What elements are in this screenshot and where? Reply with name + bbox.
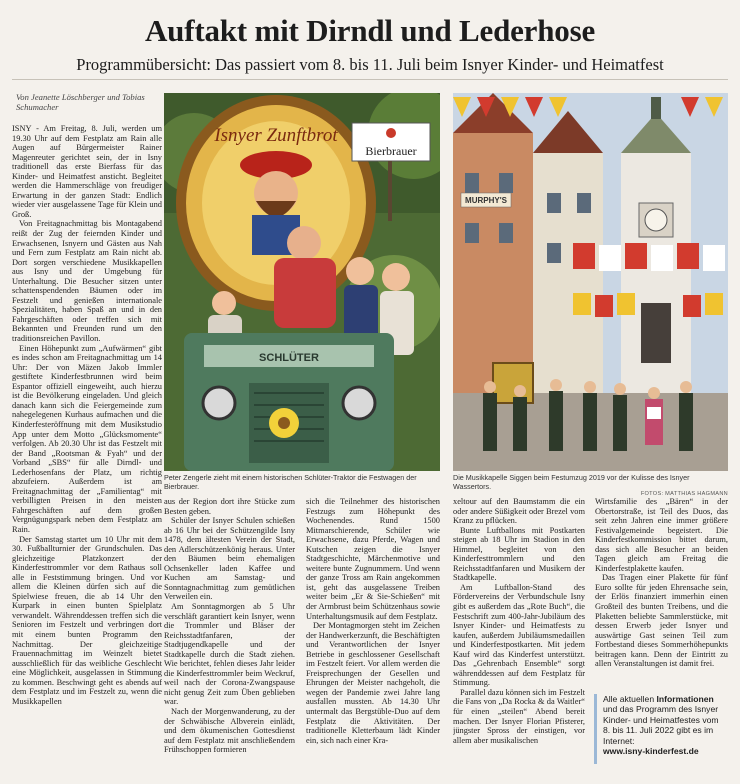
photo-caption-2 xyxy=(453,474,728,499)
paragraph: xeltour auf den Baumstamm die ein oder andere Süßigkeit oder Brezel vom Kranz zu pflücken. xyxy=(453,497,585,526)
photo-caption-1: Peter Zengerle zieht mit einem historischen Schlüter-Traktor die Festwagen der Bierbrauer. xyxy=(164,473,417,491)
divider xyxy=(12,79,728,80)
info-box xyxy=(594,694,728,764)
info-text: Alle aktuellen xyxy=(603,694,657,704)
article-column-4 xyxy=(453,497,585,784)
info-bold: Informationen xyxy=(656,694,714,704)
paragraph: Am Sonntagmorgen ab 5 Uhr verschläft garantiert kein Isnyer, wenn die Trommler und Bläser der Reichsstadtfanfaren, der Stadtjugendkapelle und der Stadtkapelle durch die Stadt ziehen. Wie berichtet, fehlen dieses Jahr leider die Kinderfesttrommler beim Weckruf, weil nach der Corona-Zwangspause nicht genug Zeit zum Üben geblieben war. xyxy=(164,602,295,707)
sign-text: Isnyer Zunftbrot xyxy=(214,125,338,146)
subtitle: Programmübersicht: Das passiert vom 8. bis 11. Juli beim Isnyer Kinder- und Heimatfest xyxy=(76,55,664,74)
paragraph: Am Luftballon-Stand des Fördervereins der Verbundschule Isny gibt es außerdem das „Rote Buch“, die Festschrift zum 400-Jahr-Jubiläum des Isnyer Kinder- und Heimatfests zu kaufen, außerdem Jubiläumsmedaillen und Kinderfestpostkarten. Mit jedem Kauf wird das Kinderfest unterstützt. Das „Gehrenbach Ensemble“ sorgt währenddessen auf dem Festplatz für Stimmung. xyxy=(453,582,585,688)
paragraph: aus der Region dort ihre Stücke zum Besten geben. xyxy=(164,497,295,516)
headline: Auftakt mit Dirndl und Lederhose xyxy=(144,13,596,48)
article-column-2 xyxy=(164,497,295,784)
paragraph: Schüler der Isnyer Schulen schießen ab 16 Uhr bei der Schützengilde Isny 1478, dem ältesten Verein der Stadt, den Adlerschützenkönig heraus. Unter den Bäumen beim ehemaligen Ochsenkeller laden Kaffee und Kuchen am Samstag- und Sonntagnachmittag zum gemütlichen Verweilen ein. xyxy=(164,516,295,602)
paragraph: Einen Höhepunkt zum „Aufwärmen“ gibt es indes schon am Freitagnachmittag um 14 Uhr: Der von Mäzen Jakob Immler gestiftete Kinderfestbrunnen wird beim Espantor offiziell eingeweiht, auch hierzu ist die Bevölkerung eingeladen. Und gleich danach kann sich die Feiergemeinde zum nahegelegenen Kurhaus aufmachen und die Kinderfesteröffnung mit dem Musikstudio App unter dem Motto „Glücksmomente“ verfolgen. Ab 20.30 Uhr ist das Festzelt mit der Band „Rootsman & Fyah“ und der Vorband „SBS“ für alle Dirndl- und Lederhosenfans der Platz, um richtig abzufeiern. Außerdem ist am Freitagnachmittag der „Familientag“ mit verbilligten Preisen in den meisten Fahrgeschäften auf dem großen Vergnügungspark neben dem Festplatz am Rain. xyxy=(12,343,162,534)
shop-sign: MURPHY'S xyxy=(465,196,507,205)
paragraph: Das Tragen einer Plakette für fünf Euro sollte für jeden Ehrensache sein, der Erlös finanziert immerhin einen Großteil des bunten Treibens, und die Plaketten beliebte Sammlerstücke, mit dessen Erwerb jeder Isnyer und auswärtige Gast seinen Teil zum Fortbestand dieses Sommerhöhepunkts beitragen kann. Denn der Eintritt zu allen Veranstaltungen ist damit frei. xyxy=(595,573,728,669)
article-column-3 xyxy=(306,497,440,784)
photo-parade xyxy=(453,93,728,471)
article-column-5 xyxy=(595,497,728,687)
paragraph: Wirtsfamilie des „Bären“ in der Obertorstraße, ist Teil des Duos, das seit zehn Jahren eine immer größere Festivalgemeinde begeistert. Die Kinderfestkommission bittet darum, dass sich alle Besucher an beiden Tagen gleich am Freitag die Kinderfestplakette kaufen. xyxy=(595,497,728,573)
paragraph: Parallel dazu können sich im Festzelt die Fans von „Da Rocka & da Waitler“ für einen „steilen“ Abend bereit machen. Der Isnyer Florian Pfisterer, jüngster Spross der einstigen, vor allem aber musikalischen xyxy=(453,687,585,745)
paragraph: Von Freitagnachmittag bis Montagabend reißt der Zug der feiernden Kinder und Erwachsenen, Isnyern und Gästen aus Nah und Fern zum Festplatz am Rain nicht ab. Dort sorgen verschiedene Musikkapellen aus Isny und der Umgebung für Unterhaltung. Die Besucher sitzen unter schattenspendenden Bäumen oder im Festzelt und genießen internationale Spezialitäten, haben Spaß an und in den Fahrgeschäften oder treffen sich mit Bekannten und Freunden rund um den traditionsreichen Pavillon. xyxy=(12,219,162,344)
website-link[interactable]: www.isny-kinderfest.de xyxy=(603,746,699,757)
info-text: und das Programm des Isnyer Kinder- und Heimatfestes vom 8. bis 11. Juli 2022 gibt es im Internet: xyxy=(603,704,719,746)
tractor-text: SCHLÜTER xyxy=(259,352,319,364)
byline: Von Jeanette Löschberger und Tobias Schumacher xyxy=(16,92,145,112)
caption-text: Die Musikkapelle Siggen beim Festumzug 2019 vor der Kulisse des Isnyer Wassertors. xyxy=(453,473,690,491)
photo-credit: FOTOS: MATTHIAS HAGMANN xyxy=(640,491,728,498)
photo-tractor xyxy=(164,93,440,471)
paragraph: ISNY - Am Freitag, 8. Juli, werden um 19.30 Uhr auf dem Festplatz am Rain alle Augen auf Bürgermeister Rainer Magenreuter gerichtet sein, der in Isny traditionell das erste Bierfass für das Kinder- und Heimatfest ansticht. Begleitet werden die Hammerschläge von freudiger Erwartung in der ganzen Stadt: Endlich wieder vier ausgelassene Tage für Klein und Groß. xyxy=(12,124,162,219)
paragraph: sich die Teilnehmer des historischen Festzugs zum Höhepunkt des Wochenendes. Rund 1500 Mitmarschierende, Schüler wie Erwachsene, dazu Pferde, Wagen und Kutschen zeigen die Isnyer Stadtgeschichte, Märchenmotive und weitere bunte Zugnummern. Und wenn der ganze Tross am Rain angekommen ist, geht das ausgelassene Treiben weiter beim „Er & Sie-Schießen“ mit der Armbrust beim Schützenhaus sowie Unterhaltungsmusik auf dem Festplatz. xyxy=(306,497,440,621)
paragraph: Bunte Luftballons mit Postkarten steigen ab 18 Uhr im Stadion in den Himmel, begleitet von den Kinderfesttrommlern und den Reichsstadtfanfaren und Musikern der Stadtkapelle. xyxy=(453,525,585,583)
bierbrauer-label: Bierbrauer xyxy=(365,144,417,158)
paragraph: Der Samstag startet um 10 Uhr mit dem 30. Fußballturnier der Grundschulen. Das gleichzeitige Platzkonzert der Kinderfesttrommler vor dem Rathaus soll alle in Feststimmung bringen. Und vor allem die Kleinen dürfen sich auf die Spielwiese freuen, die ab 14 Uhr den Kurpark in einen bunten Spielplatz verwandelt. Währenddessen treffen sich die Senioren im Festzelt und verbringen dort mit einem bunten Programm den Nachmittag. Der gleichzeitige Frauennachmittag im Weinzelt bietet ausschließlich für das weibliche Geschlecht eine Möglichkeit, ausgelassen in Stimmung zu kommen. Beschwingt geht es abends auf dem Festplatz und im Festzelt zu, wenn die Musikkapellen xyxy=(12,534,162,706)
article-column-1 xyxy=(12,124,162,784)
paragraph: Nach der Morgenwanderung, zu der der Schwäbische Albverein einlädt, und dem ökumenischen Gottesdienst auf dem Festplatz mit anschließendem Frühschoppen formieren xyxy=(164,707,295,755)
paragraph: Der Montagmorgen steht im Zeichen der Handwerkerzunft, die Beschäftigten und Verantwortlichen der Isnyer Betriebe in geschlossener Gesellschaft im Festzelt feiert. Vor allem werden die Freisprechungen der Gesellen und Ehrungen der Meister nachgeholt, die wegen der Pandemie zwei Jahre lang ausfallen mussten. Ab 14.30 Uhr untermalt das Bergstüble-Duo auf dem Festplatz die Aktivitäten. Der traditionelle Kletterbaum lädt Kinder ein, sich nach einer Kra- xyxy=(306,621,440,745)
